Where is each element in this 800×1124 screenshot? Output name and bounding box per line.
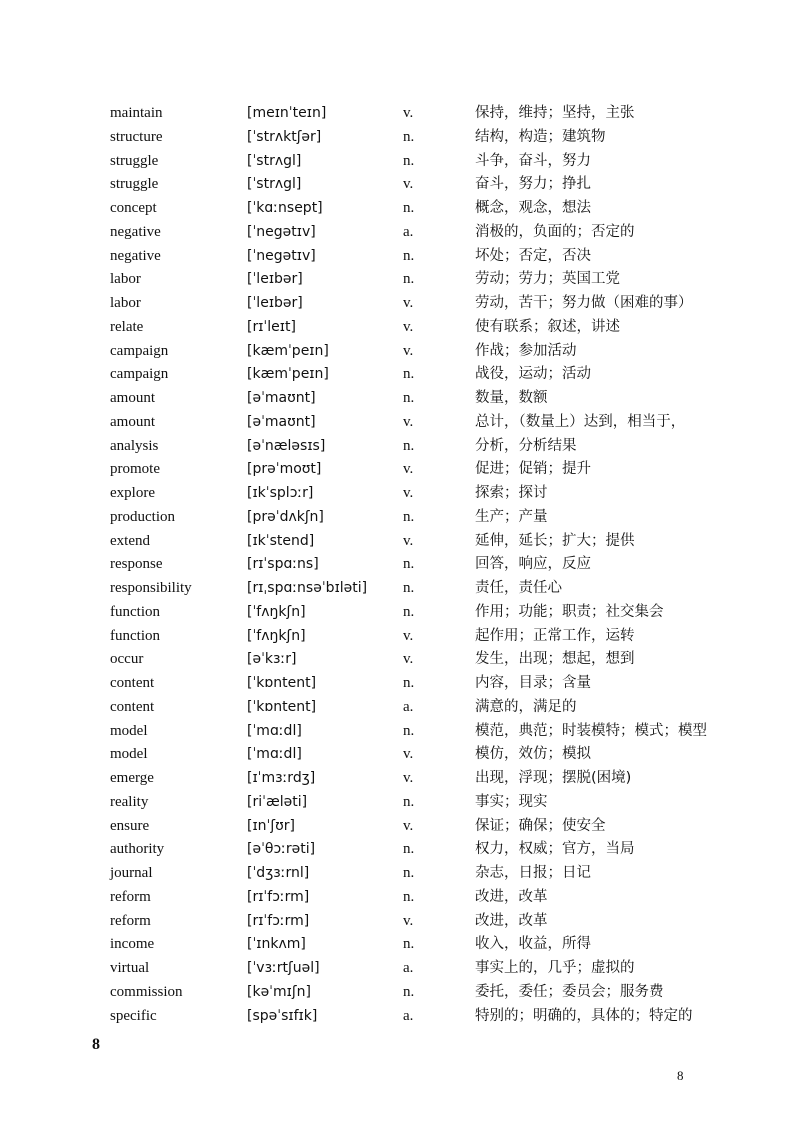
entry-phonetic: [ˈkɒntent] bbox=[247, 675, 317, 691]
entry-meaning: 满意的，满足的 bbox=[475, 698, 577, 715]
vocab-row bbox=[0, 245, 800, 269]
entry-word: function bbox=[110, 603, 160, 620]
entry-meaning: 促进；促销；提升 bbox=[475, 461, 591, 478]
entry-word: amount bbox=[110, 390, 155, 406]
entry-word: occur bbox=[110, 651, 144, 668]
entry-part-of-speech: n. bbox=[403, 152, 415, 169]
vocab-row bbox=[0, 553, 800, 577]
vocab-row bbox=[0, 506, 800, 530]
entry-meaning: 委托，委任；委员会；服务费 bbox=[475, 983, 664, 1000]
entry-phonetic: [ˈstrʌktʃər] bbox=[247, 128, 322, 145]
entry-phonetic: [ˈnegətɪv] bbox=[247, 223, 316, 240]
entry-word: function bbox=[110, 627, 160, 644]
entry-meaning: 事实上的，几乎；虚拟的 bbox=[475, 960, 635, 976]
entry-phonetic: [kəˈmɪʃn] bbox=[247, 983, 311, 1000]
vocab-row bbox=[0, 648, 800, 672]
entry-part-of-speech: v. bbox=[403, 295, 414, 311]
entry-word: labor bbox=[110, 271, 141, 288]
entry-part-of-speech: a. bbox=[403, 698, 414, 715]
entry-word: struggle bbox=[110, 176, 159, 193]
entry-part-of-speech: v. bbox=[403, 770, 414, 786]
vocab-row bbox=[0, 933, 800, 957]
vocab-row bbox=[0, 458, 800, 482]
entry-meaning: 权力，权威；官方，当局 bbox=[475, 841, 635, 858]
entry-meaning: 消极的，负面的；否定的 bbox=[475, 223, 635, 240]
entry-part-of-speech: v. bbox=[403, 651, 414, 668]
entry-phonetic: [əˈmaʊnt] bbox=[247, 390, 316, 406]
vocab-row bbox=[0, 530, 800, 554]
entry-meaning: 起作用；正常工作，运转 bbox=[475, 627, 635, 644]
entry-part-of-speech: v. bbox=[403, 105, 414, 121]
entry-meaning: 总计，（数量上）达到，相当于， bbox=[475, 413, 686, 430]
entry-phonetic: [prəˈmoʊt] bbox=[247, 461, 322, 478]
entry-meaning: 生产；产量 bbox=[475, 508, 548, 525]
entry-word: relate bbox=[110, 318, 144, 335]
entry-part-of-speech: v. bbox=[403, 817, 414, 834]
vocab-row bbox=[0, 340, 800, 364]
vocab-row bbox=[0, 862, 800, 886]
entry-meaning: 战役，运动；活动 bbox=[475, 366, 591, 383]
entry-word: emerge bbox=[110, 770, 154, 786]
entry-part-of-speech: n. bbox=[403, 865, 415, 881]
entry-phonetic: [ˈkɑːnsept] bbox=[247, 200, 323, 216]
vocab-row bbox=[0, 981, 800, 1005]
entry-phonetic: [rɪˈfɔːrm] bbox=[247, 888, 310, 905]
entry-part-of-speech: n. bbox=[403, 437, 415, 454]
entry-phonetic: [ˈfʌŋkʃn] bbox=[247, 603, 306, 620]
entry-meaning: 分析，分析结果 bbox=[475, 437, 577, 454]
entry-phonetic: [ˈnegətɪv] bbox=[247, 247, 316, 264]
entry-word: amount bbox=[110, 413, 155, 430]
entry-part-of-speech: n. bbox=[403, 366, 415, 383]
entry-part-of-speech: n. bbox=[403, 128, 415, 145]
entry-phonetic: [ˈstrʌgl] bbox=[247, 152, 302, 169]
entry-part-of-speech: n. bbox=[403, 841, 415, 858]
vocab-row bbox=[0, 482, 800, 506]
entry-phonetic: [əˈnæləsɪs] bbox=[247, 437, 326, 454]
entry-meaning: 使有联系；叙述，讲述 bbox=[475, 318, 620, 335]
entry-phonetic: [ˈleɪbər] bbox=[247, 295, 303, 311]
entry-phonetic: [rɪˈleɪt] bbox=[247, 318, 296, 335]
entry-word: response bbox=[110, 556, 163, 573]
page-number-right: 8 bbox=[677, 1068, 684, 1083]
entry-phonetic: [kæmˈpeɪn] bbox=[247, 366, 329, 383]
vocab-row bbox=[0, 672, 800, 696]
vocab-row bbox=[0, 102, 800, 126]
entry-phonetic: [ˈvɜːrtʃuəl] bbox=[247, 960, 320, 976]
entry-part-of-speech: n. bbox=[403, 271, 415, 288]
entry-phonetic: [əˈkɜːr] bbox=[247, 651, 297, 668]
entry-phonetic: [rɪˈspɑːns] bbox=[247, 556, 319, 573]
entry-part-of-speech: v. bbox=[403, 342, 414, 359]
entry-word: reform bbox=[110, 888, 151, 905]
entry-part-of-speech: v. bbox=[403, 461, 414, 478]
entry-part-of-speech: n. bbox=[403, 390, 415, 406]
entry-word: content bbox=[110, 698, 155, 715]
entry-word: structure bbox=[110, 128, 163, 145]
entry-part-of-speech: v. bbox=[403, 176, 414, 193]
entry-word: promote bbox=[110, 461, 160, 478]
entry-phonetic: [əˈmaʊnt] bbox=[247, 413, 316, 430]
entry-word: negative bbox=[110, 247, 161, 264]
entry-meaning: 保证；确保；使安全 bbox=[475, 817, 606, 834]
entry-meaning: 事实；现实 bbox=[475, 793, 548, 810]
entry-word: reality bbox=[110, 793, 149, 810]
entry-word: maintain bbox=[110, 105, 163, 121]
vocab-row bbox=[0, 292, 800, 316]
entry-phonetic: [kæmˈpeɪn] bbox=[247, 342, 329, 359]
entry-word: reform bbox=[110, 912, 151, 929]
entry-word: model bbox=[110, 722, 148, 739]
vocab-row bbox=[0, 815, 800, 839]
entry-phonetic: [ˈmɑːdl] bbox=[247, 746, 302, 763]
entry-word: content bbox=[110, 675, 155, 691]
entry-phonetic: [ˈkɒntent] bbox=[247, 698, 317, 715]
entry-meaning: 出现，浮现；摆脱(困境) bbox=[475, 770, 632, 786]
entry-word: responsibility bbox=[110, 580, 192, 596]
entry-phonetic: [ˈmɑːdl] bbox=[247, 722, 302, 739]
vocab-row bbox=[0, 957, 800, 981]
entry-phonetic: [riˈæləti] bbox=[247, 793, 308, 810]
entry-part-of-speech: a. bbox=[403, 223, 414, 240]
entry-part-of-speech: n. bbox=[403, 580, 415, 596]
entry-meaning: 斗争，奋斗，努力 bbox=[475, 152, 591, 169]
entry-phonetic: [prəˈdʌkʃn] bbox=[247, 508, 324, 525]
entry-word: production bbox=[110, 508, 175, 525]
entry-word: struggle bbox=[110, 152, 159, 169]
entry-phonetic: [rɪˈfɔːrm] bbox=[247, 912, 310, 929]
entry-phonetic: [ˈɪnkʌm] bbox=[247, 936, 306, 953]
entry-meaning: 责任，责任心 bbox=[475, 580, 562, 596]
entry-phonetic: [spəˈsɪfɪk] bbox=[247, 1007, 318, 1024]
entry-word: authority bbox=[110, 841, 165, 858]
vocab-row bbox=[0, 411, 800, 435]
entry-word: labor bbox=[110, 295, 141, 311]
entry-meaning: 改进，改革 bbox=[475, 888, 548, 905]
entry-part-of-speech: n. bbox=[403, 200, 415, 216]
entry-meaning: 劳动，苦干；努力做（困难的事） bbox=[475, 295, 693, 311]
vocab-row bbox=[0, 791, 800, 815]
entry-word: ensure bbox=[110, 817, 150, 834]
vocab-list bbox=[0, 102, 800, 1028]
vocab-row bbox=[0, 577, 800, 601]
entry-word: campaign bbox=[110, 366, 169, 383]
entry-meaning: 保持，维持；坚持，主张 bbox=[475, 105, 635, 121]
entry-part-of-speech: n. bbox=[403, 603, 415, 620]
vocab-row bbox=[0, 173, 800, 197]
vocab-row bbox=[0, 221, 800, 245]
entry-phonetic: [ˈfʌŋkʃn] bbox=[247, 627, 306, 644]
entry-part-of-speech: n. bbox=[403, 247, 415, 264]
entry-meaning: 探索；探讨 bbox=[475, 485, 548, 501]
entry-word: explore bbox=[110, 485, 155, 501]
vocab-row bbox=[0, 601, 800, 625]
entry-meaning: 作用；功能；职责；社交集会 bbox=[475, 603, 664, 620]
entry-word: commission bbox=[110, 983, 183, 1000]
entry-part-of-speech: v. bbox=[403, 746, 414, 763]
entry-phonetic: [ɪkˈsplɔːr] bbox=[247, 485, 314, 501]
entry-part-of-speech: v. bbox=[403, 532, 414, 549]
vocab-row bbox=[0, 743, 800, 767]
entry-part-of-speech: n. bbox=[403, 793, 415, 810]
vocab-row bbox=[0, 910, 800, 934]
entry-meaning: 特别的；明确的，具体的；特定的 bbox=[475, 1007, 693, 1024]
entry-part-of-speech: n. bbox=[403, 508, 415, 525]
vocab-row bbox=[0, 696, 800, 720]
entry-word: journal bbox=[110, 865, 153, 881]
entry-meaning: 杂志，日报；日记 bbox=[475, 865, 591, 881]
entry-part-of-speech: v. bbox=[403, 627, 414, 644]
vocab-row bbox=[0, 316, 800, 340]
entry-meaning: 发生，出现；想起，想到 bbox=[475, 651, 635, 668]
vocab-row bbox=[0, 268, 800, 292]
entry-meaning: 改进，改革 bbox=[475, 912, 548, 929]
entry-meaning: 内容，目录；含量 bbox=[475, 675, 591, 691]
entry-part-of-speech: n. bbox=[403, 888, 415, 905]
entry-phonetic: [ɪˈmɜːrdʒ] bbox=[247, 770, 316, 786]
entry-meaning: 延伸，延长；扩大；提供 bbox=[475, 532, 635, 549]
entry-meaning: 劳动；劳力；英国工党 bbox=[475, 271, 620, 288]
entry-word: extend bbox=[110, 532, 150, 549]
entry-word: concept bbox=[110, 200, 157, 216]
entry-part-of-speech: n. bbox=[403, 675, 415, 691]
entry-meaning: 数量，数额 bbox=[475, 390, 548, 406]
entry-phonetic: [ˈdʒɜːrnl] bbox=[247, 865, 310, 881]
vocab-row bbox=[0, 625, 800, 649]
entry-word: virtual bbox=[110, 960, 150, 976]
entry-phonetic: [əˈθɔːrəti] bbox=[247, 841, 316, 858]
entry-phonetic: [ˈleɪbər] bbox=[247, 271, 303, 288]
vocab-row bbox=[0, 1005, 800, 1029]
entry-meaning: 收入，收益，所得 bbox=[475, 936, 591, 953]
entry-part-of-speech: v. bbox=[403, 485, 414, 501]
entry-part-of-speech: a. bbox=[403, 1007, 414, 1024]
entry-meaning: 坏处；否定，否决 bbox=[475, 247, 591, 264]
entry-part-of-speech: n. bbox=[403, 722, 415, 739]
vocab-row bbox=[0, 838, 800, 862]
entry-phonetic: [ɪnˈʃʊr] bbox=[247, 817, 295, 834]
entry-meaning: 回答，响应，反应 bbox=[475, 556, 591, 573]
entry-part-of-speech: v. bbox=[403, 318, 414, 335]
page-number-left: 8 bbox=[92, 1036, 100, 1053]
entry-word: income bbox=[110, 936, 155, 953]
vocab-row bbox=[0, 150, 800, 174]
entry-part-of-speech: v. bbox=[403, 912, 414, 929]
entry-meaning: 奋斗，努力；挣扎 bbox=[475, 176, 591, 193]
entry-phonetic: [ˈstrʌgl] bbox=[247, 176, 302, 193]
vocab-row bbox=[0, 363, 800, 387]
vocab-row bbox=[0, 197, 800, 221]
entry-meaning: 模范，典范；时装模特；模式；模型 bbox=[475, 722, 707, 739]
entry-phonetic: [ɪkˈstend] bbox=[247, 532, 315, 549]
entry-word: campaign bbox=[110, 342, 169, 359]
entry-word: negative bbox=[110, 223, 161, 240]
entry-word: analysis bbox=[110, 437, 159, 454]
entry-phonetic: [meɪnˈteɪn] bbox=[247, 105, 327, 121]
entry-part-of-speech: n. bbox=[403, 556, 415, 573]
entry-part-of-speech: n. bbox=[403, 983, 415, 1000]
vocab-row bbox=[0, 387, 800, 411]
entry-part-of-speech: n. bbox=[403, 936, 415, 953]
entry-phonetic: [rɪˌspɑːnsəˈbɪləti] bbox=[247, 580, 368, 596]
vocab-row bbox=[0, 720, 800, 744]
entry-part-of-speech: a. bbox=[403, 960, 414, 976]
vocab-row bbox=[0, 435, 800, 459]
entry-word: specific bbox=[110, 1007, 157, 1024]
entry-word: model bbox=[110, 746, 148, 763]
entry-meaning: 概念，观念，想法 bbox=[475, 200, 591, 216]
vocab-row bbox=[0, 767, 800, 791]
vocab-row bbox=[0, 126, 800, 150]
entry-meaning: 结构，构造；建筑物 bbox=[475, 128, 606, 145]
entry-part-of-speech: v. bbox=[403, 413, 414, 430]
entry-meaning: 作战；参加活动 bbox=[475, 342, 577, 359]
vocab-row bbox=[0, 886, 800, 910]
entry-meaning: 模仿，效仿；模拟 bbox=[475, 746, 591, 763]
